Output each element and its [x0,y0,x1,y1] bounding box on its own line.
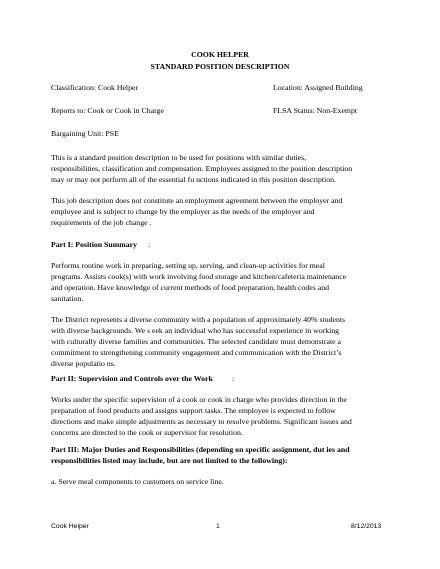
intro-line: responsibilities, classification and compensation. Employees assigned to the position description [51,164,353,173]
document-title: COOK HELPER [191,50,249,59]
part3-heading: responsibilities listed may include, but are not limited to the following): [51,456,288,465]
part3-heading: Part III: Major Duties and Responsibilities (depending on specific assignment, dut ies and [51,445,350,454]
summary-line: sanitation. [51,294,84,303]
disclaimer-line: This job description does not constitute an employment agreement between the employer and [51,196,343,205]
footer-date: 8/12/2013 [351,523,382,530]
district-line: with culturally diverse families and communities. The selected candidate must demonstrate a [51,337,341,346]
district-line: diverse populatio ns. [51,359,116,368]
supervision-line: concerns are directed to the cook or supervisor for resolution. [51,428,243,437]
summary-line: Performs routine work in preparing, setting up, serving, and clean-up activities for meal [51,261,325,270]
classification-field: Classification: Cook Helper [51,83,139,92]
district-line: with diverse backgrounds. We s eek an individual who has successful experience in working [51,326,340,335]
location-field: Location: Assigned Building [273,83,363,92]
summary-line: programs. Assists cook(s) with work involving food storage and kitchen/cafeteria maintenance [51,272,347,281]
footer-title: Cook Helper [51,523,89,530]
reports-to-field: Reports to: Cook or Cook in Charge [51,106,164,115]
disclaimer-line: employee and is subject to change by the employer as the needs of the employer and [51,207,315,216]
document-subtitle: STANDARD POSITION DESCRIPTION [150,62,290,71]
bargaining-unit-field: Bargaining Unit: PSE [51,129,119,138]
supervision-line: Works under the specific supervision of a cook or cook in charge who provides direction in the [51,395,347,404]
intro-line: This is a standard position description to be used for positions with similar duties, [51,153,307,162]
disclaimer-line: requirements of the job change . [51,218,152,227]
part2-heading-colon: : [232,374,235,383]
district-line: The District represents a diverse community with a population of approximately 40% students [51,315,346,324]
summary-line: and operation. Have knowledge of current methods of food preparation, health codes and [51,283,329,292]
duty-item: a. Serve meal components to customers on service line. [51,477,224,486]
intro-line: may or may not perform all of the essential fu nctions indicated in this position description. [51,175,336,184]
supervision-line: preparation of food products and assigns support tasks. The employee is expected to follow [51,406,336,415]
part1-heading: Part I: Position Summary [51,240,137,249]
supervision-line: directions and make simple adjustments as necessary to resolve problems. Significant issues and [51,417,352,426]
flsa-status-field: FLSA Status: Non-Exempt [273,106,358,115]
part2-heading: Part II: Supervision and Controls over the Work [51,374,213,383]
part1-heading-colon: : [148,240,151,249]
district-line: commitment to strengthening community engagement and communication with the District’s [51,348,342,357]
footer-page-number: 1 [216,523,220,530]
